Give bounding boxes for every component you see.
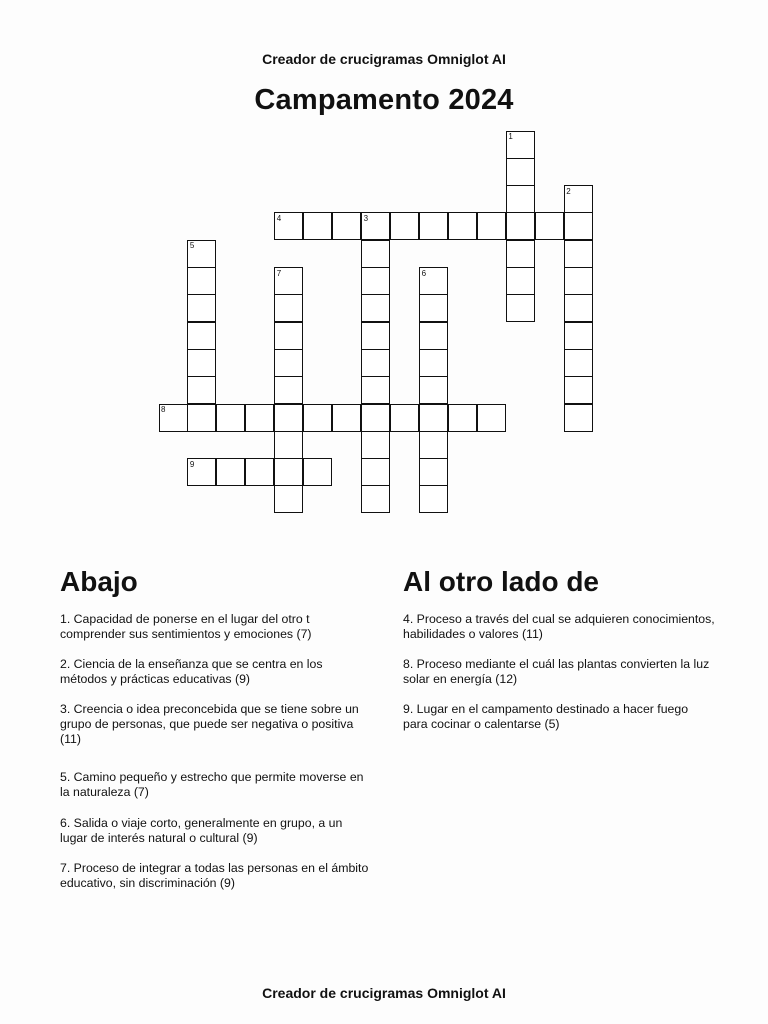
- grid-cell[interactable]: [245, 458, 274, 486]
- grid-cell[interactable]: [506, 158, 535, 186]
- across-heading: Al otro lado de: [403, 566, 599, 597]
- grid-cell[interactable]: [564, 267, 593, 295]
- grid-cell[interactable]: [361, 485, 390, 513]
- grid-cell[interactable]: [506, 294, 535, 322]
- grid-cell[interactable]: [564, 349, 593, 377]
- grid-cell[interactable]: [361, 349, 390, 377]
- grid-cell[interactable]: [187, 294, 216, 322]
- grid-cell[interactable]: [361, 404, 390, 432]
- grid-cell[interactable]: [535, 212, 564, 240]
- grid-cell[interactable]: [274, 404, 303, 432]
- clue-number: 2: [566, 186, 571, 196]
- across-clue: 4. Proceso a través del cual se adquieren conocimientos, habilidades o valores (11): [403, 612, 715, 641]
- grid-cell[interactable]: [332, 212, 361, 240]
- grid-cell[interactable]: [361, 240, 390, 268]
- grid-cell[interactable]: [477, 404, 506, 432]
- grid-cell[interactable]: [448, 404, 477, 432]
- grid-cell[interactable]: [564, 404, 593, 432]
- grid-cell[interactable]: [564, 212, 593, 240]
- grid-cell[interactable]: [564, 322, 593, 350]
- grid-cell[interactable]: [303, 404, 332, 432]
- grid-cell[interactable]: [361, 376, 390, 404]
- grid-cell[interactable]: [332, 404, 361, 432]
- grid-cell[interactable]: [274, 376, 303, 404]
- grid-cell[interactable]: [419, 458, 448, 486]
- grid-cell[interactable]: [419, 431, 448, 459]
- down-heading: Abajo: [60, 566, 138, 597]
- grid-cell[interactable]: [187, 322, 216, 350]
- grid-cell[interactable]: [187, 267, 216, 295]
- down-clue: 5. Camino pequeño y estrecho que permite moverse en la naturaleza (7): [60, 770, 364, 799]
- grid-cell[interactable]: [390, 212, 419, 240]
- grid-cell[interactable]: [419, 404, 448, 432]
- grid-cell[interactable]: [361, 322, 390, 350]
- grid-cell[interactable]: [506, 240, 535, 268]
- clue-number: 9: [189, 459, 195, 469]
- grid-cell[interactable]: [564, 240, 593, 268]
- grid-cell[interactable]: [274, 458, 303, 486]
- grid-cell[interactable]: [216, 458, 245, 486]
- header-brand: Creador de crucigramas Omniglot AI: [262, 51, 506, 67]
- grid-cell[interactable]: [419, 376, 448, 404]
- grid-cell[interactable]: [506, 212, 535, 240]
- grid-cell[interactable]: [274, 322, 303, 350]
- grid-cell[interactable]: [245, 404, 274, 432]
- grid-cell[interactable]: [361, 458, 390, 486]
- clue-number: 5: [189, 241, 195, 251]
- grid-cell[interactable]: [361, 431, 390, 459]
- grid-cell[interactable]: [419, 322, 448, 350]
- grid-cell[interactable]: [274, 294, 303, 322]
- puzzle-title: Campamento 2024: [254, 84, 514, 116]
- grid-cell[interactable]: [303, 212, 332, 240]
- grid-cell[interactable]: [448, 212, 477, 240]
- down-clue: 1. Capacidad de ponerse en el lugar del otro t comprender sus sentimientos y emociones (7): [60, 612, 312, 641]
- grid-cell[interactable]: [477, 212, 506, 240]
- down-clue: 7. Proceso de integrar a todas las personas en el ámbito educativo, sin discriminación (9): [60, 861, 369, 890]
- grid-cell[interactable]: [506, 267, 535, 295]
- grid-cell[interactable]: [361, 294, 390, 322]
- grid-cell[interactable]: [390, 404, 419, 432]
- grid-cell[interactable]: [216, 404, 245, 432]
- clue-number: 3: [363, 213, 369, 223]
- grid-cell[interactable]: [274, 431, 303, 459]
- footer-brand: Creador de crucigramas Omniglot AI: [262, 985, 506, 1001]
- clue-number: 1: [508, 132, 513, 141]
- grid-cell[interactable]: [274, 349, 303, 377]
- down-clue: 2. Ciencia de la enseñanza que se centra en los métodos y prácticas educativas (9): [60, 657, 323, 686]
- grid-cell[interactable]: [419, 349, 448, 377]
- down-clue: 6. Salida o viaje corto, generalmente en grupo, a un lugar de interés natural o cultural (9): [60, 816, 343, 845]
- grid-cell[interactable]: [303, 458, 332, 486]
- grid-cell[interactable]: [274, 485, 303, 513]
- clue-number: 8: [161, 405, 166, 414]
- grid-cell[interactable]: [361, 267, 390, 295]
- clue-number: 7: [276, 268, 282, 278]
- grid-cell[interactable]: [564, 376, 593, 404]
- grid-cell[interactable]: [419, 294, 448, 322]
- across-clue: 8. Proceso mediante el cuál las plantas convierten la luz solar en energía (12): [403, 657, 710, 686]
- down-clue: 3. Creencia o idea preconcebida que se tiene sobre un grupo de personas, que puede ser negativa o positiva (11): [60, 702, 359, 746]
- clue-number: 4: [276, 213, 282, 223]
- across-clue: 9. Lugar en el campamento destinado a hacer fuego para cocinar o calentarse (5): [403, 702, 689, 731]
- grid-cell[interactable]: [187, 404, 216, 432]
- grid-cell[interactable]: [187, 376, 216, 404]
- grid-cell[interactable]: [506, 185, 535, 213]
- grid-cell[interactable]: [564, 294, 593, 322]
- grid-cell[interactable]: [419, 212, 448, 240]
- grid-cell[interactable]: [419, 485, 448, 513]
- clue-number: 6: [421, 268, 427, 278]
- grid-cell[interactable]: [187, 349, 216, 377]
